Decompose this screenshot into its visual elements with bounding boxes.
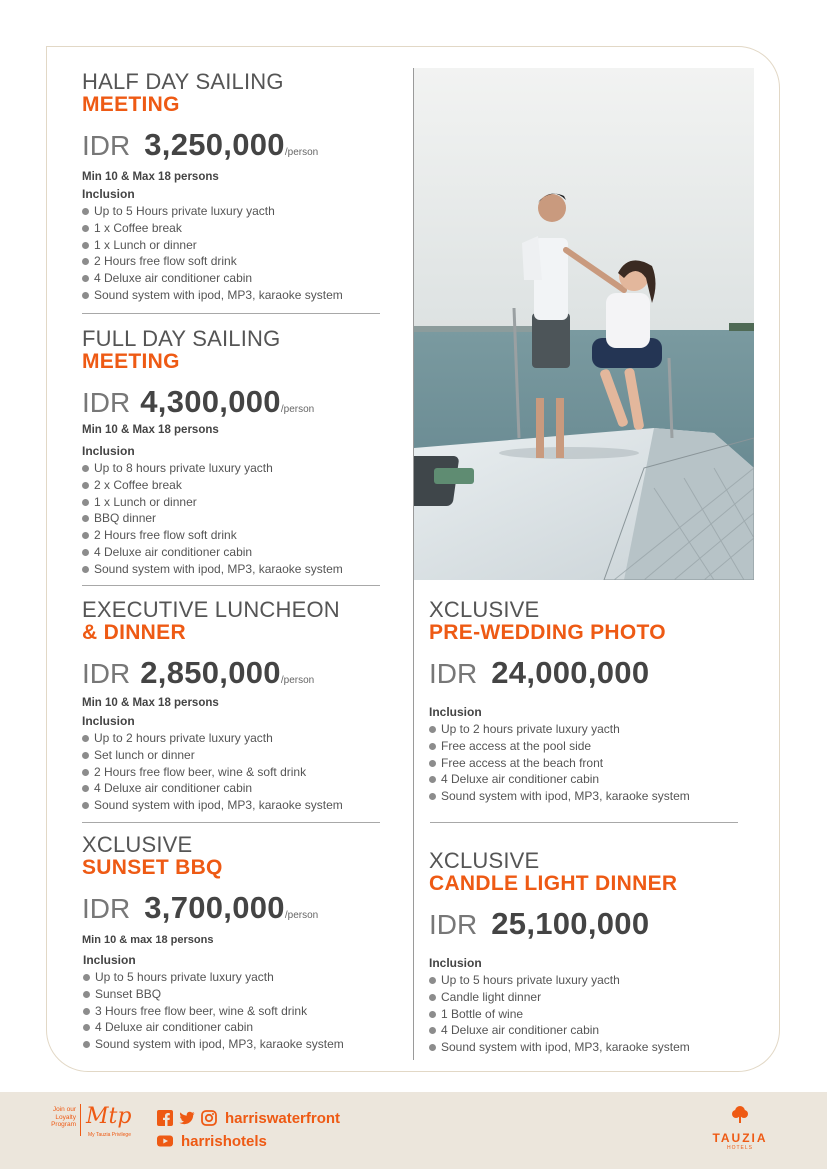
inclusion-list xyxy=(82,203,343,304)
inclusion-item-text: 4 Deluxe air conditioner cabin xyxy=(94,781,253,796)
inclusion-item-text: Up to 2 hours private luxury yacth xyxy=(94,731,273,745)
inclusion-item-text: Up to 5 hours private luxury yacth xyxy=(95,970,274,984)
inclusion-item xyxy=(429,771,690,788)
inclusion-item xyxy=(83,1019,344,1036)
price-amount: 4,300,000 xyxy=(140,384,281,419)
bullet-icon xyxy=(82,225,89,232)
package-subtitle: CANDLE LIGHT DINNER xyxy=(429,872,678,895)
bullet-icon xyxy=(82,566,89,573)
loyalty-divider xyxy=(80,1104,81,1136)
social-handle-waterfront[interactable]: harriswaterfront xyxy=(225,1109,341,1127)
inclusion-item-text: Sound system with ipod, MP3, karaoke system xyxy=(94,561,343,576)
inclusion-item xyxy=(83,969,344,986)
bullet-icon xyxy=(82,242,89,249)
inclusion-item xyxy=(82,477,343,494)
package-title: HALF DAY SAILING xyxy=(82,69,284,94)
bullet-icon xyxy=(83,1024,90,1031)
bullet-icon xyxy=(82,292,89,299)
inclusion-item xyxy=(429,738,690,755)
tauzia-tree-icon xyxy=(730,1104,750,1124)
package-candle-light-dinner xyxy=(429,850,690,1056)
inclusion-item xyxy=(429,1039,690,1056)
inclusion-item-text: 4 Deluxe air conditioner cabin xyxy=(94,544,253,559)
inclusion-item xyxy=(82,747,343,764)
inclusion-item xyxy=(429,721,690,738)
package-title: XCLUSIVE xyxy=(429,597,540,622)
inclusion-item-text: 4 Deluxe air conditioner cabin xyxy=(441,772,600,787)
inclusion-item xyxy=(429,972,690,989)
package-half-day-sailing xyxy=(82,71,343,304)
bullet-icon xyxy=(429,1011,436,1018)
inclusion-item xyxy=(82,730,343,747)
bullet-icon xyxy=(82,802,89,809)
bullet-icon xyxy=(82,785,89,792)
capacity: Min 10 & max 18 persons xyxy=(82,934,214,946)
inclusion-item xyxy=(82,220,343,237)
bullet-icon xyxy=(82,752,89,759)
package-title: XCLUSIVE xyxy=(82,832,193,857)
inclusion-item-text: Sound system with ipod, MP3, karaoke system xyxy=(441,1040,690,1055)
inclusion-item-text: Sound system with ipod, MP3, karaoke system xyxy=(94,798,343,813)
instagram-icon[interactable] xyxy=(201,1110,217,1126)
inclusion-list xyxy=(82,730,343,814)
currency: IDR xyxy=(82,658,131,689)
inclusion-label: Inclusion xyxy=(83,953,136,967)
inclusion-item xyxy=(82,544,343,561)
inclusion-label: Inclusion xyxy=(429,956,482,970)
currency: IDR xyxy=(429,909,478,940)
separator-4 xyxy=(430,822,738,823)
price-amount: 3,250,000 xyxy=(144,127,285,162)
inclusion-item-text: 2 Hours free flow soft drink xyxy=(94,254,237,269)
bullet-icon xyxy=(82,258,89,265)
inclusion-item xyxy=(82,287,343,304)
capacity: Min 10 & Max 18 persons xyxy=(82,424,219,436)
package-title: FULL DAY SAILING xyxy=(82,326,281,351)
separator-1 xyxy=(82,313,380,314)
inclusion-item xyxy=(429,1006,690,1023)
loyalty-logo[interactable]: Mtp xyxy=(86,1104,132,1129)
bullet-icon xyxy=(83,991,90,998)
bullet-icon xyxy=(82,549,89,556)
inclusion-list xyxy=(82,460,343,578)
bullet-icon xyxy=(83,1008,90,1015)
inclusion-item xyxy=(82,561,343,578)
bullet-icon xyxy=(429,776,436,783)
inclusion-item xyxy=(83,1003,344,1020)
capacity: Min 10 & Max 18 persons xyxy=(82,171,219,183)
inclusion-item-text: Up to 5 hours private luxury yacth xyxy=(441,973,620,987)
price-unit: /person xyxy=(280,404,315,415)
inclusion-item-text: 2 x Coffee break xyxy=(94,477,182,492)
package-subtitle: & DINNER xyxy=(82,621,186,644)
package-subtitle: MEETING xyxy=(82,93,180,116)
price-unit: /person xyxy=(284,910,319,921)
inclusion-item-text: 1 Bottle of wine xyxy=(441,1006,524,1021)
bullet-icon xyxy=(429,1027,436,1034)
bullet-icon xyxy=(429,743,436,750)
separator-2 xyxy=(82,585,380,586)
loyalty-text: Join our Loyalty Program xyxy=(51,1106,76,1128)
inclusion-item-text: BBQ dinner xyxy=(94,511,157,526)
package-title: EXECUTIVE LUNCHEON xyxy=(82,597,340,622)
inclusion-list xyxy=(429,721,690,805)
social-handle-hotels[interactable]: harrishotels xyxy=(181,1132,267,1150)
package-sunset-bbq xyxy=(82,834,344,1053)
inclusion-item-text: Sound system with ipod, MP3, karaoke system xyxy=(441,789,690,804)
inclusion-label: Inclusion xyxy=(82,714,135,728)
price-amount: 2,850,000 xyxy=(140,655,281,690)
bullet-icon xyxy=(82,208,89,215)
bullet-icon xyxy=(429,994,436,1001)
package-price xyxy=(429,655,690,691)
package-price xyxy=(82,384,343,420)
currency: IDR xyxy=(82,130,131,161)
package-price xyxy=(82,127,343,163)
inclusion-item-text: 1 x Coffee break xyxy=(94,220,182,235)
price-unit: /person xyxy=(284,147,319,158)
bullet-icon xyxy=(429,1044,436,1051)
inclusion-item xyxy=(82,253,343,270)
package-title: XCLUSIVE xyxy=(429,848,540,873)
package-pre-wedding-photo xyxy=(429,599,690,805)
inclusion-label: Inclusion xyxy=(429,705,482,719)
inclusion-item-text: Sunset BBQ xyxy=(95,986,162,1001)
bullet-icon xyxy=(82,769,89,776)
inclusion-label: Inclusion xyxy=(82,187,135,201)
youtube-icon[interactable] xyxy=(157,1133,173,1149)
inclusion-item xyxy=(82,510,343,527)
bullet-icon xyxy=(82,532,89,539)
inclusion-item-text: Set lunch or dinner xyxy=(94,747,195,762)
package-executive-luncheon xyxy=(82,599,343,814)
inclusion-item xyxy=(83,1036,344,1053)
inclusion-item xyxy=(429,1022,690,1039)
currency: IDR xyxy=(429,658,478,689)
inclusion-list xyxy=(83,969,344,1053)
inclusion-item-text: 4 Deluxe air conditioner cabin xyxy=(95,1020,254,1035)
bullet-icon xyxy=(429,726,436,733)
inclusion-item-text: Sound system with ipod, MP3, karaoke system xyxy=(94,287,343,302)
social-row-1 xyxy=(157,1108,340,1128)
bullet-icon xyxy=(82,465,89,472)
inclusion-item xyxy=(82,780,343,797)
package-price xyxy=(429,906,690,942)
brand-sub: HOTELS xyxy=(726,1145,753,1151)
inclusion-item xyxy=(82,527,343,544)
price-amount: 24,000,000 xyxy=(491,655,650,690)
separator-3 xyxy=(82,822,380,823)
price-amount: 3,700,000 xyxy=(144,890,285,925)
package-price xyxy=(82,890,344,926)
inclusion-item-text: 2 Hours free flow beer, wine & soft drink xyxy=(94,764,307,779)
package-subtitle: PRE-WEDDING PHOTO xyxy=(429,621,666,644)
inclusion-item xyxy=(82,797,343,814)
inclusion-item xyxy=(429,788,690,805)
inclusion-item xyxy=(82,494,343,511)
inclusion-list xyxy=(429,972,690,1056)
bullet-icon xyxy=(82,482,89,489)
inclusion-item-text: 4 Deluxe air conditioner cabin xyxy=(94,271,253,286)
inclusion-item-text: Up to 5 Hours private luxury yacth xyxy=(94,204,275,218)
package-price xyxy=(82,655,343,691)
inclusion-item-text: 3 Hours free flow beer, wine & soft drink xyxy=(95,1003,308,1018)
inclusion-item-text: Up to 8 hours private luxury yacth xyxy=(94,461,273,475)
inclusion-label: Inclusion xyxy=(82,444,135,458)
currency: IDR xyxy=(82,893,131,924)
facebook-icon[interactable] xyxy=(157,1110,173,1126)
tauzia-logo[interactable] xyxy=(700,1104,780,1151)
inclusion-item xyxy=(429,989,690,1006)
inclusion-item xyxy=(429,755,690,772)
bullet-icon xyxy=(82,275,89,282)
inclusion-item-text: 2 Hours free flow soft drink xyxy=(94,528,237,543)
inclusion-item-text: Candle light dinner xyxy=(441,989,542,1004)
inclusion-item-text: 1 x Lunch or dinner xyxy=(94,237,197,252)
package-full-day-sailing xyxy=(82,328,343,578)
inclusion-item xyxy=(82,237,343,254)
price-unit: /person xyxy=(280,675,315,686)
brand-name: TAUZIA xyxy=(712,1131,768,1145)
bullet-icon xyxy=(429,977,436,984)
bullet-icon xyxy=(429,760,436,767)
bullet-icon xyxy=(83,1041,90,1048)
price-amount: 25,100,000 xyxy=(491,906,650,941)
capacity: Min 10 & Max 18 persons xyxy=(82,697,219,709)
couple-on-yacht-photo xyxy=(414,68,754,580)
inclusion-item-text: Up to 2 hours private luxury yacth xyxy=(441,722,620,736)
inclusion-item xyxy=(82,460,343,477)
currency: IDR xyxy=(82,387,131,418)
package-subtitle: SUNSET BBQ xyxy=(82,856,223,879)
bullet-icon xyxy=(82,515,89,522)
inclusion-item-text: 1 x Lunch or dinner xyxy=(94,494,197,509)
social-row-2 xyxy=(157,1131,267,1151)
inclusion-item-text: Free access at the beach front xyxy=(441,755,604,770)
inclusion-item-text: 4 Deluxe air conditioner cabin xyxy=(441,1023,600,1038)
package-subtitle: MEETING xyxy=(82,350,180,373)
bullet-icon xyxy=(82,735,89,742)
loyalty-sub: My Tauzia Privilege xyxy=(88,1132,131,1138)
twitter-icon[interactable] xyxy=(179,1110,195,1126)
inclusion-item-text: Free access at the pool side xyxy=(441,738,592,753)
inclusion-item xyxy=(82,764,343,781)
bullet-icon xyxy=(83,974,90,981)
bullet-icon xyxy=(82,499,89,506)
inclusion-item xyxy=(82,270,343,287)
bullet-icon xyxy=(429,793,436,800)
inclusion-item xyxy=(83,986,344,1003)
inclusion-item xyxy=(82,203,343,220)
inclusion-item-text: Sound system with ipod, MP3, karaoke system xyxy=(95,1037,344,1052)
